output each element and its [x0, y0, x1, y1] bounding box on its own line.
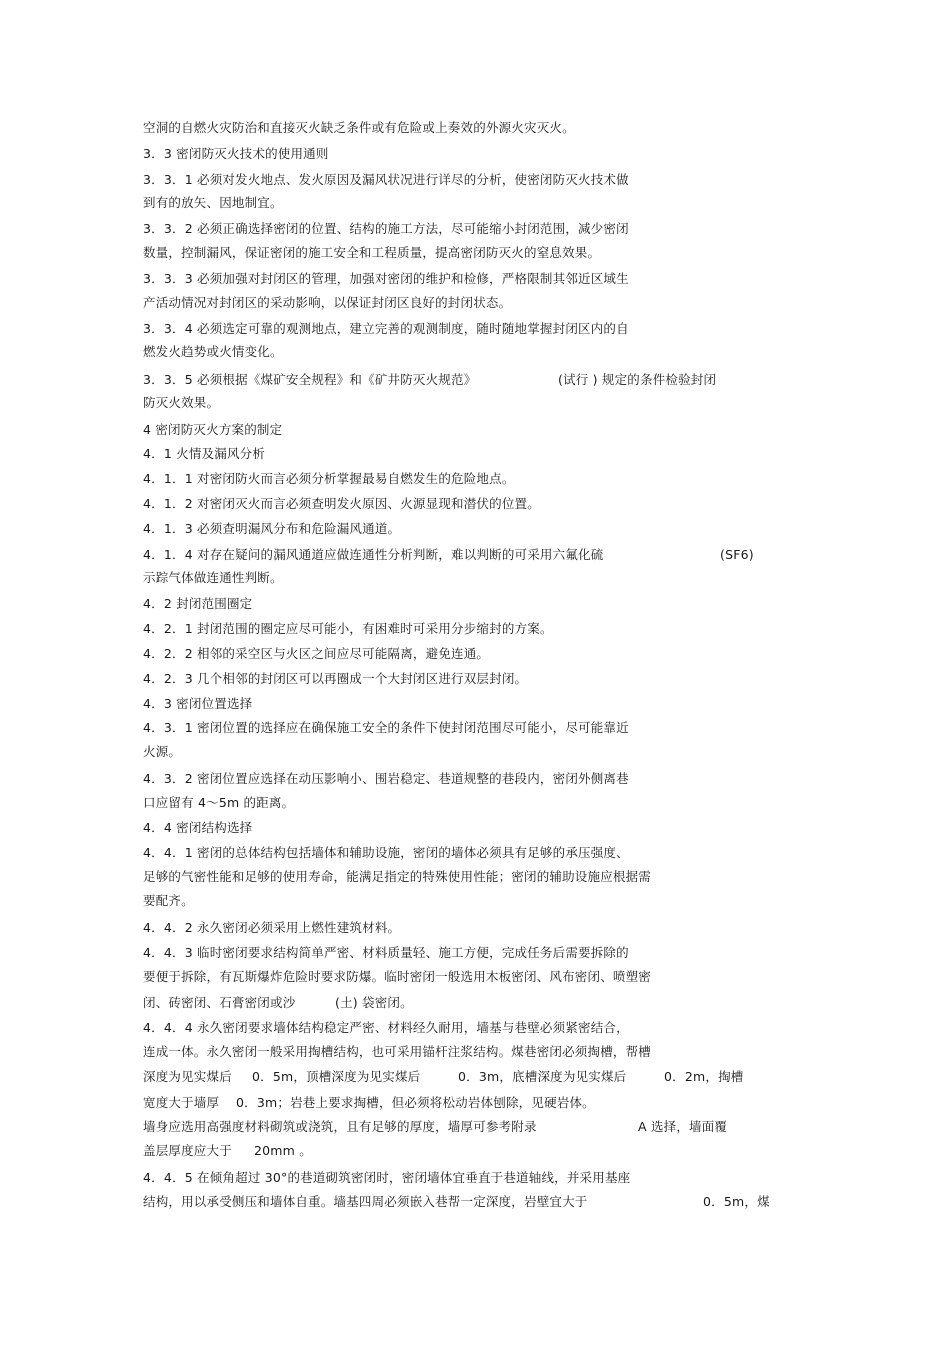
text-line: [143, 720, 629, 736]
line-text: 4．3 密闭位置选择: [143, 696, 253, 711]
text-line: [143, 471, 515, 487]
line-text: 4．2 封闭范围圈定: [143, 596, 253, 611]
line-text: 3．3．4 必须选定可靠的观测地点，建立完善的观测制度，随时随地掌握封闭区内的自: [143, 321, 629, 336]
text-line: [143, 570, 283, 586]
text-line: [143, 869, 651, 885]
text-line: [143, 995, 295, 1011]
text-line: [143, 771, 629, 787]
line-text: (土) 袋密闭。: [335, 995, 413, 1010]
line-text: 3．3．3 必须加强对封闭区的管理，加强对密闭的维护和检修，严格限制其邻近区域生: [143, 271, 629, 286]
text-line: [335, 995, 413, 1011]
line-text: (SF6): [720, 547, 754, 562]
line-text: 4．1．3 必须查明漏风分布和危险漏风通道。: [143, 521, 401, 536]
line-text: 闭、砖密闭、石膏密闭或沙: [143, 995, 296, 1010]
text-line: [143, 172, 629, 188]
line-text: 4．4．2 永久密闭必须采用上燃性建筑材料。: [143, 920, 401, 935]
text-line: [143, 671, 527, 687]
line-text: 4．1 火情及漏风分析: [143, 446, 266, 461]
line-text: 0．5m，煤: [703, 1194, 770, 1209]
line-text: 空洞的自燃火灾防治和直接灭火缺乏条件或有危险或上奏效的外源火灾灭火。: [143, 120, 575, 135]
line-text: 燃发火趋势或火情变化。: [143, 344, 283, 359]
line-text: 到有的放矢、因地制宜。: [143, 195, 283, 210]
line-text: 4．3．1 密闭位置的选择应在确保施工安全的条件下使封闭范围尽可能小，尽可能靠近: [143, 720, 629, 735]
line-text: 要配齐。: [143, 893, 194, 908]
line-text: 4．2．3 几个相邻的封闭区可以再圈成一个大封闭区进行双层封闭。: [143, 671, 528, 686]
line-text: 4．1．4 对存在疑问的漏风通道应做连通性分析判断，难以判断的可采用六氟化硫: [143, 547, 604, 562]
text-line: [236, 1095, 595, 1111]
text-line: [143, 245, 600, 261]
line-text: 要便于拆除，有瓦斯爆炸危险时要求防爆。临时密闭一般选用木板密闭、风布密闭、喷塑密: [143, 969, 652, 984]
line-text: 产活动情况对封闭区的采动影响，以保证封闭区良好的封闭状态。: [143, 295, 512, 310]
text-line: [143, 547, 603, 563]
text-line: [143, 1119, 537, 1135]
text-line: [143, 795, 294, 811]
text-line: [143, 1095, 219, 1111]
line-text: 4．4．4 永久密闭要求墙体结构稳定严密、材料经久耐用，墙基与巷壁必须紧密结合，: [143, 1020, 629, 1035]
text-line: [143, 1170, 630, 1186]
text-line: [143, 321, 629, 337]
line-text: 示踪气体做连通性判断。: [143, 570, 283, 585]
text-line: [252, 1069, 420, 1085]
line-text: 4．4 密闭结构选择: [143, 820, 253, 835]
line-text: 深度为见实煤后: [143, 1069, 232, 1084]
section-heading: [143, 820, 252, 836]
text-line: [143, 920, 400, 936]
line-text: 4．2．1 封闭范围的圈定应尽可能小，有困难时可采用分步缩封的方案。: [143, 621, 553, 636]
text-line: [143, 1194, 588, 1210]
text-line: [143, 845, 629, 861]
line-text: 4．2．2 相邻的采空区与火区之间应尽可能隔离，避免连通。: [143, 646, 490, 661]
line-text: 3．3．5 必须根据《煤矿安全规程》和《矿井防灭火规范》: [143, 372, 477, 387]
line-text: 连成一体。永久密闭一般采用掏槽结构，也可采用锚杆注浆结构。煤巷密闭必须掏槽，帮槽: [143, 1044, 652, 1059]
line-text: 盖层厚度应大于: [143, 1143, 232, 1158]
line-text: 0．3m；岩巷上要求掏槽，但必须将松动岩体刨除，见硬岩体。: [236, 1095, 595, 1110]
line-text: 宽度大于墙厚: [143, 1095, 220, 1110]
line-text: 火源。: [143, 744, 182, 759]
text-line: [143, 1143, 232, 1159]
line-text: 20mm 。: [254, 1143, 312, 1158]
text-line: [143, 893, 194, 909]
text-line: [664, 1069, 743, 1085]
text-line: [254, 1143, 312, 1159]
text-line: [143, 195, 283, 211]
line-text: 3．3．1 必须对发火地点、发火原因及漏风状况进行详尽的分析，使密闭防灭火技术做: [143, 172, 629, 187]
text-line: [143, 372, 476, 388]
line-text: 3．3．2 必须正确选择密闭的位置、结构的施工方法，尽可能缩小封闭范围，减少密闭: [143, 221, 629, 236]
text-line: [143, 744, 181, 760]
line-text: 4．3．2 密闭位置应选择在动压影响小、围岩稳定、巷道规整的巷段内，密闭外侧离巷: [143, 771, 629, 786]
line-text: 4 密闭防灭火方案的制定: [143, 422, 283, 437]
text-line: [143, 1044, 651, 1060]
text-line: [703, 1194, 770, 1210]
line-text: 0．3m，底槽深度为见实煤后: [458, 1069, 627, 1084]
text-line: [143, 395, 219, 411]
line-text: 防灭火效果。: [143, 395, 220, 410]
section-heading: [143, 146, 329, 162]
text-line: [143, 496, 540, 512]
line-text: 4．4．3 临时密闭要求结构简单严密、材料质量轻、施工方便，完成任务后需要拆除的: [143, 945, 629, 960]
text-line: [143, 521, 400, 537]
text-line: [143, 1020, 629, 1036]
line-text: 0．5m，顶槽深度为见实煤后: [252, 1069, 421, 1084]
line-text: 足够的气密性能和足够的使用寿命，能满足指定的特殊使用性能；密闭的辅助设施应根据需: [143, 869, 652, 884]
text-line: [558, 372, 716, 388]
text-line: [143, 1069, 232, 1085]
line-text: 结构，用以承受侧压和墙体自重。墙基四周必须嵌入巷帮一定深度，岩壁宜大于: [143, 1194, 588, 1209]
text-line: [143, 945, 629, 961]
line-text: 墙身应选用高强度材料砌筑或浇筑，且有足够的厚度，墙厚可参考附录: [143, 1119, 537, 1134]
text-line: [458, 1069, 626, 1085]
text-line: [720, 547, 754, 563]
text-line: [143, 295, 511, 311]
text-line: [143, 646, 489, 662]
section-heading: [143, 446, 265, 462]
section-heading: [143, 422, 282, 438]
line-text: 数量，控制漏风，保证密闭的施工安全和工程质量，提高密闭防灭火的窒息效果。: [143, 245, 601, 260]
line-text: 4．4．5 在倾角超过 30°的巷道砌筑密闭时，密闭墙体宜垂直于巷道轴线，并采用基座: [143, 1170, 631, 1185]
line-text: 0．2m，掏槽: [664, 1069, 744, 1084]
text-line: [143, 221, 629, 237]
text-line: [143, 344, 283, 360]
section-heading: [143, 596, 252, 612]
text-line: [143, 969, 651, 985]
line-text: 4．1．2 对密闭灭火而言必须查明发火原因、火源显现和潜伏的位置。: [143, 496, 540, 511]
text-line: [143, 120, 575, 136]
line-text: A 选择，墙面覆: [638, 1119, 728, 1134]
text-line: [638, 1119, 727, 1135]
line-text: 4．4．1 密闭的总体结构包括墙体和辅助设施，密闭的墙体必须具有足够的承压强度、: [143, 845, 629, 860]
line-text: 4．1．1 对密闭防火而言必须分析掌握最易自燃发生的危险地点。: [143, 471, 515, 486]
line-text: 口应留有 4～5m 的距离。: [143, 795, 295, 810]
line-text: (试行 ) 规定的条件检验封闭: [558, 372, 717, 387]
section-heading: [143, 696, 252, 712]
text-line: [143, 271, 629, 287]
line-text: 3．3 密闭防灭火技术的使用通则: [143, 146, 329, 161]
text-line: [143, 621, 553, 637]
